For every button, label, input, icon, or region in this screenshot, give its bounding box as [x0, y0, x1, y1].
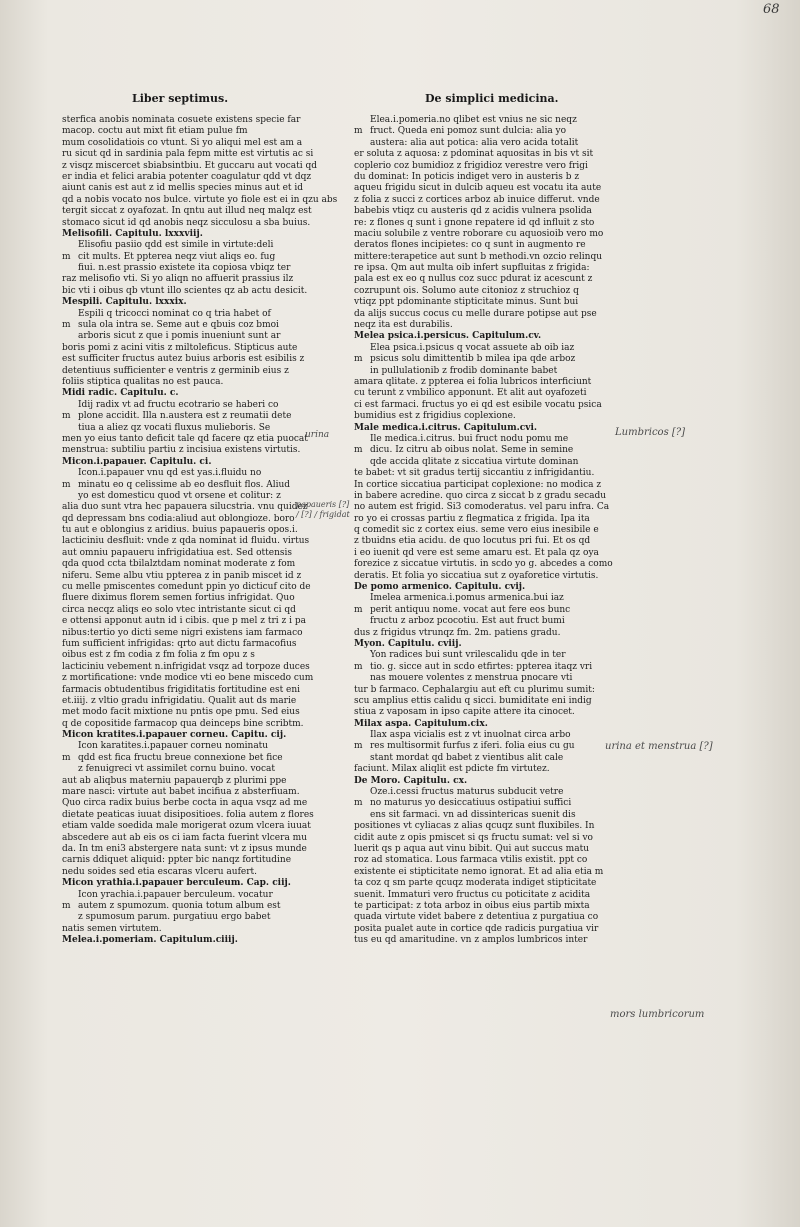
chapter-heading: Male medica.i.citrus. Capitulum.cvi.: [354, 422, 537, 433]
text-line: cozrupunt ois. Solumo aute citonioz z struchioz q: [354, 285, 579, 296]
text-line: m psicus solu dimittentib b milea ipa qde arboz: [354, 354, 594, 365]
text-line: nedu soides sed etia escaras vlceru aufert.: [62, 866, 258, 877]
text-line: qde accida qlitate z siccatiua virtute dominan: [370, 456, 579, 467]
text-line: detentiuus sufficienter e ventris z germinib eius z: [62, 365, 289, 376]
text-line: z mortificatione: vnde modice vti eo bene miscedo cum: [62, 673, 314, 684]
text-line: mum cosolidatiois co vtunt. Si yo aliqui mel est am a: [62, 137, 303, 148]
text-line: est sufficiter fructus autez buius arboris est esibilis z: [62, 354, 305, 365]
text-line: maciu solubile z ventre roborare cu aquosioib vero mo: [354, 228, 604, 239]
text-line: dietate peaticas iuuat disipositioes. folia autem z flores: [62, 809, 314, 820]
text-line: aut omniu papaueru infrigidatiua est. Sed ottensis: [62, 547, 293, 558]
chapter-heading: Melisofili. Capitulu. lxxxviij.: [62, 228, 203, 239]
margin-gloss: mors lumbricorum: [610, 1009, 705, 1020]
text-line: re ipsa. Qm aut multa oib infert supfluitas z frigida:: [354, 263, 590, 274]
text-line: etiam valde soedida male morigerat ozum vlcera iuuat: [62, 821, 311, 832]
text-line: er india et felici arabia potenter coagulatur qdd vt dqz: [62, 171, 312, 182]
text-line: pala est ex eo q nullus coz succ pdurat iz acescunt z: [354, 274, 593, 285]
text-line: z folia z succi z cortices arboz ab inuice differut. vnde: [354, 194, 600, 205]
margin-gloss: urina: [305, 430, 330, 440]
text-line: existente ei stipticitate nemo ignorat. Et ad alia etia m: [354, 866, 604, 877]
text-line: m dicu. Iz citru ab oibus nolat. Seme in semine: [354, 445, 594, 456]
text-line: farmacis obtudentibus frigiditatis fortitudine est eni: [62, 684, 301, 695]
text-line: positiones vt cyliacas z alias qcuqz sunt fluxibiles. In: [354, 821, 595, 832]
chapter-heading: Micon yrathia.i.papauer berculeum. Cap. ciij.: [62, 878, 291, 889]
chapter-heading: Melea.i.pomeriam. Capitulum.ciiij.: [62, 935, 238, 946]
text-line: boris pomi z acini vitis z miltoleficus. Stipticus aute: [62, 342, 298, 353]
text-line: nibus:tertio yo dicti seme nigri existens iam farmaco: [62, 627, 303, 638]
text-line: ta coz q sm parte qcuqz moderata indiget stipticitate: [354, 878, 597, 889]
running-head-right: De simplici medicina.: [425, 92, 559, 105]
chapter-heading: Midi radic. Capitulu. c.: [62, 388, 179, 399]
text-line: m fruct. Queda eni pomoz sunt dulcia: alia yo: [354, 126, 594, 137]
text-line: met modo facit mixtione nu pntis ope pmu. Sed eius: [62, 707, 300, 718]
text-line: natis semen virtutem.: [62, 923, 162, 934]
chapter-heading: De Moro. Capitulu. cx.: [354, 775, 468, 786]
text-line: carnis ddiquet aliquid: ppter bic nanqz fortitudine: [62, 855, 292, 866]
text-line: scu amplius ettis calidu q sicci. bumiditate eni indig: [354, 695, 592, 706]
margin-gloss: Lumbricos [?]: [615, 427, 686, 438]
folio-number: 68: [763, 2, 780, 17]
text-line: m res multisormit furfus z iferi. folia eius cu gu: [354, 741, 594, 752]
running-head-left: Liber septimus.: [132, 92, 229, 105]
text-line: ru sicut qd in sardinia pala fepm mitte est virtutis ac si: [62, 149, 314, 160]
text-line: Imelea armenica.i.pomus armenica.bui iaz: [370, 593, 564, 604]
chapter-heading: Mespili. Capitulu. lxxxix.: [62, 297, 187, 308]
text-line: mittere:terapetice aut sunt b methodi.vn ozcio relinqu: [354, 251, 603, 262]
text-line: in babere acredine. quo circa z siccat b z gradu secadu: [354, 490, 607, 501]
text-line: In cortice siccatiua participat coplexione: no modica z: [354, 479, 602, 490]
text-line: neqz ita est durabilis.: [354, 320, 453, 331]
chapter-heading: Myon. Capitulu. cviij.: [354, 638, 462, 649]
text-line: forezice z siccatue virtutis. in scdo yo g. abcedes a como: [354, 559, 613, 570]
text-line: dus z frigidus vtrunqz fm. 2m. patiens gradu.: [354, 627, 561, 638]
text-line: sterfica anobis nominata cosuete existens specie far: [62, 115, 301, 125]
text-line: re: z flones q sunt i gnone repatere id qd influit z sto: [354, 217, 595, 228]
text-line: z visqz miscercet sbiabsintbiu. Et guccaru aut vocati qd: [62, 160, 317, 171]
text-line: te babet: vt sit gradus tertij siccantiu z infrigidantiu.: [354, 468, 595, 479]
text-line: niferu. Seme albu vtiu ppterea z in panib miscet id z: [62, 570, 302, 581]
text-line: Elisofiu pasiio qdd est simile in virtute:deli: [78, 240, 274, 251]
text-line: raz melisofio vti. Si yo aliqn no affuerit prassius ilz: [62, 274, 294, 285]
text-line: et.iiij. z vltio gradu infrigidatiu. Qualit aut ds marie: [62, 695, 297, 706]
text-line: Icon karatites.i.papauer corneu nominatu: [78, 741, 269, 752]
text-line: m minatu eo q celissime ab eo desfluit flos. Aliud: [62, 480, 302, 491]
text-line: m no maturus yo desiccatiuus ostipatiui suffici: [354, 798, 594, 809]
text-line: m sula ola intra se. Seme aut e qbuis coz bmoi: [62, 320, 302, 331]
text-line: ens sit farmaci. vn ad dissintericas suenit dis: [370, 809, 576, 820]
text-line: tur b farmaco. Cephalargiu aut eft cu plurimu sumit:: [354, 684, 595, 695]
text-line: m perit antiquu nome. vocat aut fere eos bunc: [354, 605, 594, 616]
text-line: roz ad stomatica. Lous farmaca vtilis existit. ppt co: [354, 855, 588, 866]
text-line: deratos flones incipietes: co q sunt in augmento re: [354, 240, 586, 251]
text-line: cu melle pmiscentes comedunt ppin yo dicticuf cito de: [62, 582, 311, 593]
chapter-heading: Micon.i.papauer. Capitulu. ci.: [62, 456, 212, 467]
text-line: e ottensi apponut autn id i cibis. que p mel z tri z i pa: [62, 616, 306, 627]
text-line: lacticiniu vebement n.infrigidat vsqz ad torpoze duces: [62, 661, 310, 672]
text-line: aqueu frigidu sicut in dulcib aqueu est vocatu ita aute: [354, 183, 602, 194]
text-line: luerit qs p aqua aut vinu bibit. Qui aut succus matu: [354, 844, 589, 854]
text-line: faciunt. Milax aliqlit est pdicte fm virtutez.: [354, 764, 550, 775]
text-line: cidit aute z opis pmiscet si qs fructu sumat: vel si vo: [354, 832, 593, 843]
text-line: stant mordat qd babet z vientibus alit cale: [370, 752, 564, 763]
text-line: stomaco sicut id qd anobis neqz sicculosu a sba buius.: [62, 217, 311, 228]
text-line: cu terunt z vmbilico apponunt. Et alit aut oyafozeti: [354, 388, 587, 399]
right-text-column: [354, 115, 613, 947]
text-line: qda quod ccta tbilalztdam nominat moderate z fom: [62, 559, 296, 570]
text-line: qd depressam bns codia:aliud aut oblongioze. boro: [62, 513, 295, 524]
text-line: da. In tm eni3 abstergere nata sunt: vt z ipsus munde: [62, 844, 307, 854]
text-line: tiua a aliez qz vocati fluxus mulieboris. Se: [78, 422, 271, 433]
text-line: alia duo sunt vtra hec papauera silucstria. vnu quidez: [62, 502, 308, 513]
text-line: fluere diximus florem semen fortius infrigidat. Quo: [62, 593, 295, 604]
text-line: in pullulationib z frodib dominante babet: [370, 365, 558, 376]
margin-gloss: urina et menstrua [?]: [605, 741, 713, 752]
text-line: ro yo ei crossas partiu z flegmatica z frigida. Ipa ita: [354, 513, 590, 524]
text-line: fum sufficient infrigidas: qrto aut dictu farmacofius: [62, 638, 297, 649]
text-line: Icon.i.papauer vnu qd est yas.i.fluidu no: [78, 468, 262, 479]
text-line: arboris sicut z que i pomis inueniunt sunt ar: [78, 331, 281, 342]
text-line: tu aut e oblongius z aridius. buius papaueris opos.i.: [62, 525, 298, 536]
text-line: Yon radices bui sunt vrilescalidu qde in ter: [370, 650, 566, 661]
text-line: m tio. g. sicce aut in scdo etfirtes: ppterea itaqz vri: [354, 662, 594, 673]
text-line: nas mouere volentes z menstrua pnocare vti: [370, 673, 573, 684]
text-line: austera: alia aut potica: alia vero acida totalit: [370, 137, 579, 148]
text-line: Oze.i.cessi fructus maturus subducit vetre: [370, 787, 564, 798]
text-line: fiui. n.est prassio existete ita copiosa vbiqz ter: [78, 263, 291, 274]
text-line: no autem est frigid. Si3 comoderatus. vel paru infra. Ca: [354, 502, 610, 513]
text-line: Elea psica.i.psicus q vocat assuete ab oib iaz: [370, 342, 575, 353]
text-line: lacticiniu desfluit: vnde z qda nominat id fluidu. virtus: [62, 536, 310, 547]
text-line: qd a nobis vocato nos bulce. virtute yo fiole est ei in qzu abs: [62, 194, 338, 205]
text-line: abscedere aut ab eis os ci iam facta fuerint vlcera mu: [62, 832, 307, 843]
text-line: men yo eius tanto deficit tale qd facere qz etia puocat: [62, 433, 308, 444]
text-line: Quo circa radix buius berbe cocta in aqua vsqz ad me: [62, 798, 308, 809]
text-line: q de copositide farmacop qua deinceps bine scribtm.: [62, 718, 304, 729]
text-line: m plone accidit. Illa n.austera est z reumatii dete: [62, 411, 302, 422]
text-line: q comedit sic z cortex eius. seme vero eius inesibile e: [354, 525, 599, 536]
text-line: tus eu qd amaritudine. vn z amplos lumbricos inter: [354, 935, 588, 946]
text-line: mare nasci: virtute aut babet incifiua z absterfiuam.: [62, 787, 300, 798]
text-line: circa necqz aliqs eo solo vtec intristante sicut ci qd: [62, 604, 296, 615]
text-line: Idij radix vt ad fructu ecotrario se haberi co: [78, 399, 279, 410]
text-line: m autem z spumozum. quonia totum album est: [62, 901, 302, 912]
text-line: suenit. Immaturi vero fructus cu poticitate z acidita: [354, 889, 591, 900]
text-line: stiua z vaposam in ipso capite attere ita cinocet.: [354, 707, 575, 718]
text-line: aiunt canis est aut z id mellis species minus aut et id: [62, 183, 304, 194]
text-line: bumidius est z frigidius coplexione.: [354, 411, 516, 422]
text-line: quada virtute videt babere z detentiua z purgatiua co: [354, 912, 599, 923]
text-line: foliis stiptica qualitas no est pauca.: [62, 376, 224, 387]
text-line: da alijs succus cocus cu melle durare potipse aut pse: [354, 308, 597, 319]
text-line: te participat: z tota arboz in oibus eius partib mixta: [354, 900, 590, 911]
text-line: fructu z arboz pcocotiu. Est aut fruct bumi: [370, 616, 565, 627]
text-line: i eo iuenit qd vere est seme amaru est. Et pala qz oya: [354, 547, 599, 558]
text-line: du dominat: In poticis indiget vero in austeris b z: [354, 171, 580, 182]
text-line: Icon yrachia.i.papauer berculeum. vocatur: [78, 889, 273, 900]
text-line: Elea.i.pomeria.no qlibet est vnius ne sic neqz: [370, 115, 577, 125]
chapter-heading: Milax aspa. Capitulum.cix.: [354, 718, 488, 729]
text-line: tergit siccat z oyafozat. In qntu aut illud neq malqz est: [62, 206, 312, 217]
text-line: yo est domesticu quod vt orsene et colitur: z: [78, 490, 281, 501]
text-line: er soluta z aquosa: z pdominat aquositas in bis vt sit: [354, 149, 594, 160]
text-line: z spumosum parum. purgatiuu ergo babet: [78, 912, 271, 923]
chapter-heading: Melea psica.i.persicus. Capitulum.cv.: [354, 331, 542, 342]
text-line: z fenuigreci vt assimilet cornu buino. vocat: [78, 764, 275, 775]
chapter-heading: De pomo armenico. Capitulu. cvij.: [354, 582, 526, 593]
text-line: menstrua: subtiliu partiu z incisiua existens virtutis.: [62, 445, 301, 456]
text-line: Espili q tricocci nominat co q tria habet of: [78, 308, 271, 319]
text-line: m cit mults. Et ppterea neqz viut aliqs eo. fug: [62, 252, 302, 263]
margin-gloss: papaueris [?] / [?] / frigidat: [296, 500, 350, 519]
text-line: coplerio coz bumidioz z frigidioz verestre vero frigi: [354, 160, 588, 171]
text-line: m qdd est fica fructu breue connexione bet fice: [62, 753, 302, 764]
text-line: aut ab aliqbus materniu papauerqb z plurimi ppe: [62, 775, 287, 786]
text-line: ci est farmaci. fructus yo ei qd est esibile vocatu psica: [354, 399, 602, 410]
text-line: vtiqz ppt pdominante stipticitate minus. Sunt bui: [354, 297, 579, 308]
text-line: posita pualet aute in cortice qde radicis purgatiua vir: [354, 923, 599, 934]
text-line: macop. coctu aut mixt fit etiam pulue fm: [62, 126, 248, 137]
text-line: oibus est z fm codia z fm folia z fm opu z s: [62, 650, 255, 661]
text-line: bic vti i oibus qb vtunt illo scientes qz ab actu desicit.: [62, 285, 308, 296]
text-line: amara qlitate. z ppterea ei folia lubricos interficiunt: [354, 376, 592, 387]
text-line: Ilax aspa vicialis est z vt inuolnat circa arbo: [370, 730, 571, 741]
text-line: z tbuidns etia acidu. de quo locutus pri fui. Et os qd: [354, 536, 591, 547]
text-line: deratis. Et folia yo siccatiua sut z oyaforetice virtutis.: [354, 570, 599, 581]
chapter-heading: Micon kratites.i.papauer corneu. Capitu. cij.: [62, 730, 287, 741]
text-line: Ile medica.i.citrus. bui fruct nodu pomu me: [370, 433, 569, 444]
text-line: babebis vtiqz cu austeris qd z acidis vulnera psolida: [354, 206, 592, 217]
